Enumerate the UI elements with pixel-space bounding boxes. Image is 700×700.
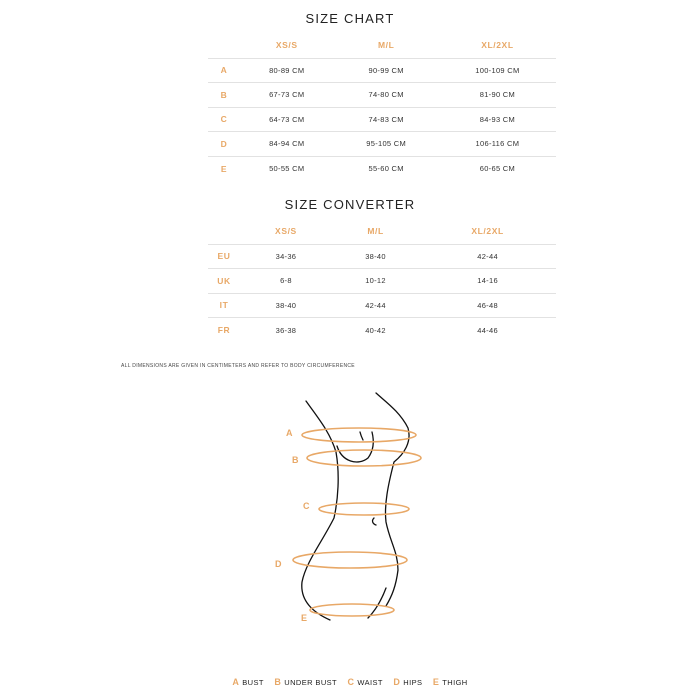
table-cell: 95-105 CM [334, 132, 439, 157]
size-chart-title: SIZE CHART [305, 11, 395, 26]
row-label: C [208, 107, 240, 132]
table-cell: 42-44 [419, 244, 556, 269]
table-cell: 80-89 CM [240, 58, 334, 83]
row-label: FR [208, 318, 240, 343]
column-header: XL/2XL [481, 40, 514, 51]
table-cell: 74-80 CM [334, 83, 439, 108]
table-cell: 90-99 CM [334, 58, 439, 83]
marker-b: B [292, 455, 299, 465]
table-cell: 6-8 [240, 269, 332, 294]
ring-c [319, 503, 409, 515]
marker-c: C [303, 501, 310, 511]
table-cell: 106-116 CM [439, 132, 556, 157]
row-label: UK [208, 269, 240, 294]
body-outline [302, 393, 409, 620]
column-header: XS/S [275, 226, 297, 237]
row-label: IT [208, 293, 240, 318]
measurement-rings [293, 428, 421, 616]
size-converter-title: SIZE CONVERTER [284, 197, 416, 212]
table-cell: 36-38 [240, 318, 332, 343]
table-cell: 46-48 [419, 293, 556, 318]
bust-curve [337, 432, 373, 462]
table-cell: 42-44 [332, 293, 419, 318]
table-cell: 50-55 CM [240, 156, 334, 181]
row-label: E [208, 156, 240, 181]
table-cell: 74-83 CM [334, 107, 439, 132]
row-label: B [208, 83, 240, 108]
table-cell: 81-90 CM [439, 83, 556, 108]
table-cell: 55-60 CM [334, 156, 439, 181]
table-cell: 34-36 [240, 244, 332, 269]
measurement-legend [0, 677, 700, 687]
ring-e [310, 604, 394, 616]
table-cell: 44-46 [419, 318, 556, 343]
table-cell: 84-94 CM [240, 132, 334, 157]
legend-item-hips: D HIPS [393, 677, 423, 687]
ring-b [307, 450, 421, 466]
table-cell: 60-65 CM [439, 156, 556, 181]
marker-d: D [275, 559, 282, 569]
bust-mark [360, 432, 363, 440]
marker-e: E [301, 613, 308, 623]
table-cell: 64-73 CM [240, 107, 334, 132]
ring-markers [275, 428, 310, 623]
legend-item-under-bust: B UNDER BUST [274, 677, 338, 687]
table-cell: 38-40 [240, 293, 332, 318]
table-cell: 67-73 CM [240, 83, 334, 108]
dimensions-note: ALL DIMENSIONS ARE GIVEN IN CENTIMETERS AND REFER TO BODY CIRCUMFERENCE [121, 363, 355, 369]
row-label: A [208, 58, 240, 83]
marker-a: A [286, 428, 293, 438]
column-header: M/L [367, 226, 384, 237]
row-label: D [208, 132, 240, 157]
table-cell: 10-12 [332, 269, 419, 294]
column-header: XS/S [275, 40, 298, 51]
table-cell: 38-40 [332, 244, 419, 269]
legend-item-bust: A BUST [232, 677, 264, 687]
table-cell: 14-16 [419, 269, 556, 294]
table-cell: 84-93 CM [439, 107, 556, 132]
table-cell: 100-109 CM [439, 58, 556, 83]
row-label: EU [208, 244, 240, 269]
legend-item-thigh: E THIGH [432, 677, 468, 687]
legend-item-waist: C WAIST [347, 677, 383, 687]
column-header: M/L [377, 40, 395, 51]
navel-mark [373, 518, 376, 525]
table-cell: 40-42 [332, 318, 419, 343]
body-right-contour [376, 393, 409, 606]
column-header: XL/2XL [471, 226, 504, 237]
ring-a [302, 428, 416, 442]
